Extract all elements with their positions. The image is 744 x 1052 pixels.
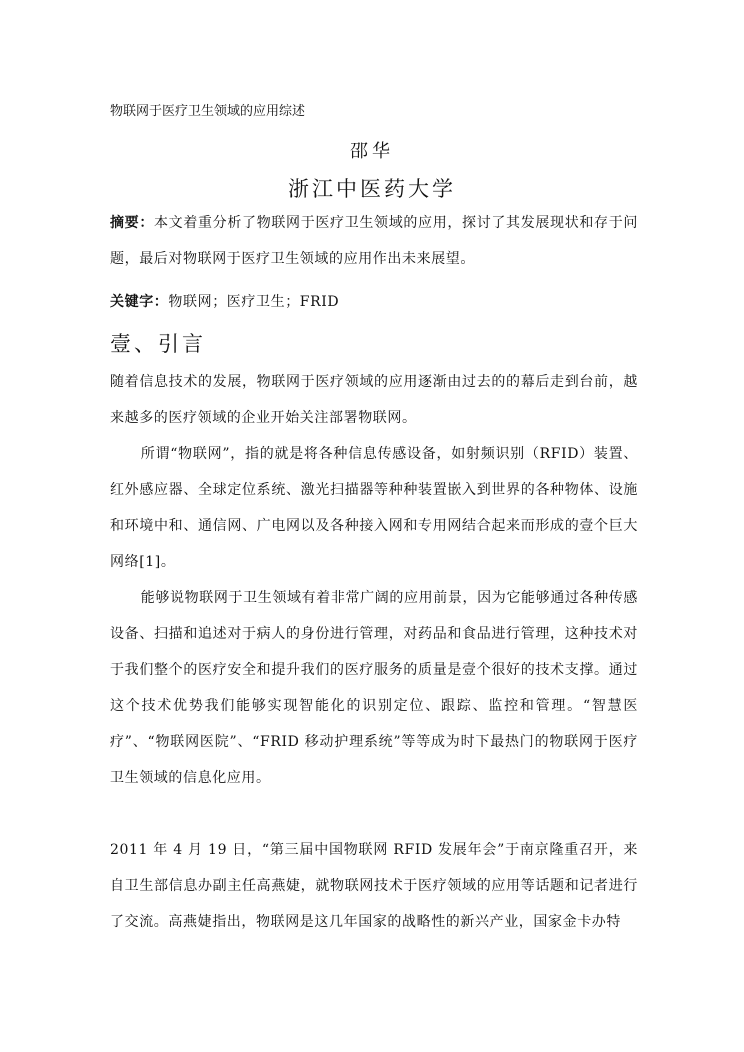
paragraph-1: 随着信息技术的发展，物联网于医疗领域的应用逐渐由过去的的幕后走到台前，越来越多的医疗领域的企业开始关注部署物联网。 — [110, 374, 638, 426]
abstract-label: 摘要： — [110, 215, 155, 231]
document-header-title: 物联网于医疗卫生领域的应用综述 — [110, 104, 306, 119]
author-name: 邵华 — [350, 141, 394, 162]
paragraph-4: 2011 年 4 月 19 日，“第三届中国物联网 RFID 发展年会”于南京隆重召开，来自卫生部信息办副主任高燕婕，就物联网技术于医疗领域的应用等话题和记者进行了交流。高燕婕指出，物联网是这几年国家的战略性的新兴产业，国家金卡办特 — [110, 842, 638, 930]
affiliation: 浙江中医药大学 — [288, 177, 456, 201]
keywords — [110, 284, 638, 320]
keywords-label: 关键字： — [110, 294, 169, 310]
paragraph-2: 所谓“物联网”，指的就是将各种信息传感设备，如射频识别（RFID）装置、红外感应器、全球定位系统、激光扫描器等种种装置嵌入到世界的各种物体、设施和环境中和、通信网、广电网以及各种接入网和专用网结合起来而形成的壹个巨大网络[1]。 — [110, 446, 638, 570]
abstract-text: 本文着重分析了物联网于医疗卫生领域的应用，探讨了其发展现状和存于问题，最后对物联网于医疗卫生领域的应用作出未来展望。 — [110, 215, 638, 267]
section-title: 壹、引言 — [110, 332, 206, 356]
abstract — [110, 205, 638, 277]
paragraph-3: 能够说物联网于卫生领域有着非常广阔的应用前景，因为它能够通过各种传感设备、扫描和追述对于病人的身份进行管理，对药品和食品进行管理，这种技术对于我们整个的医疗安全和提升我们的医疗服务的质量是壹个很好的技术支撑。通过这个技术优势我们能够实现智能化的识别定位、跟踪、监控和管理。“智慧医疗”、“物联网医院”、“FRID 移动护理系统”等等成为时下最热门的物联网于医疗卫生领域的信息化应用。 — [110, 590, 638, 786]
keywords-text: 物联网；医疗卫生；FRID — [168, 294, 340, 310]
